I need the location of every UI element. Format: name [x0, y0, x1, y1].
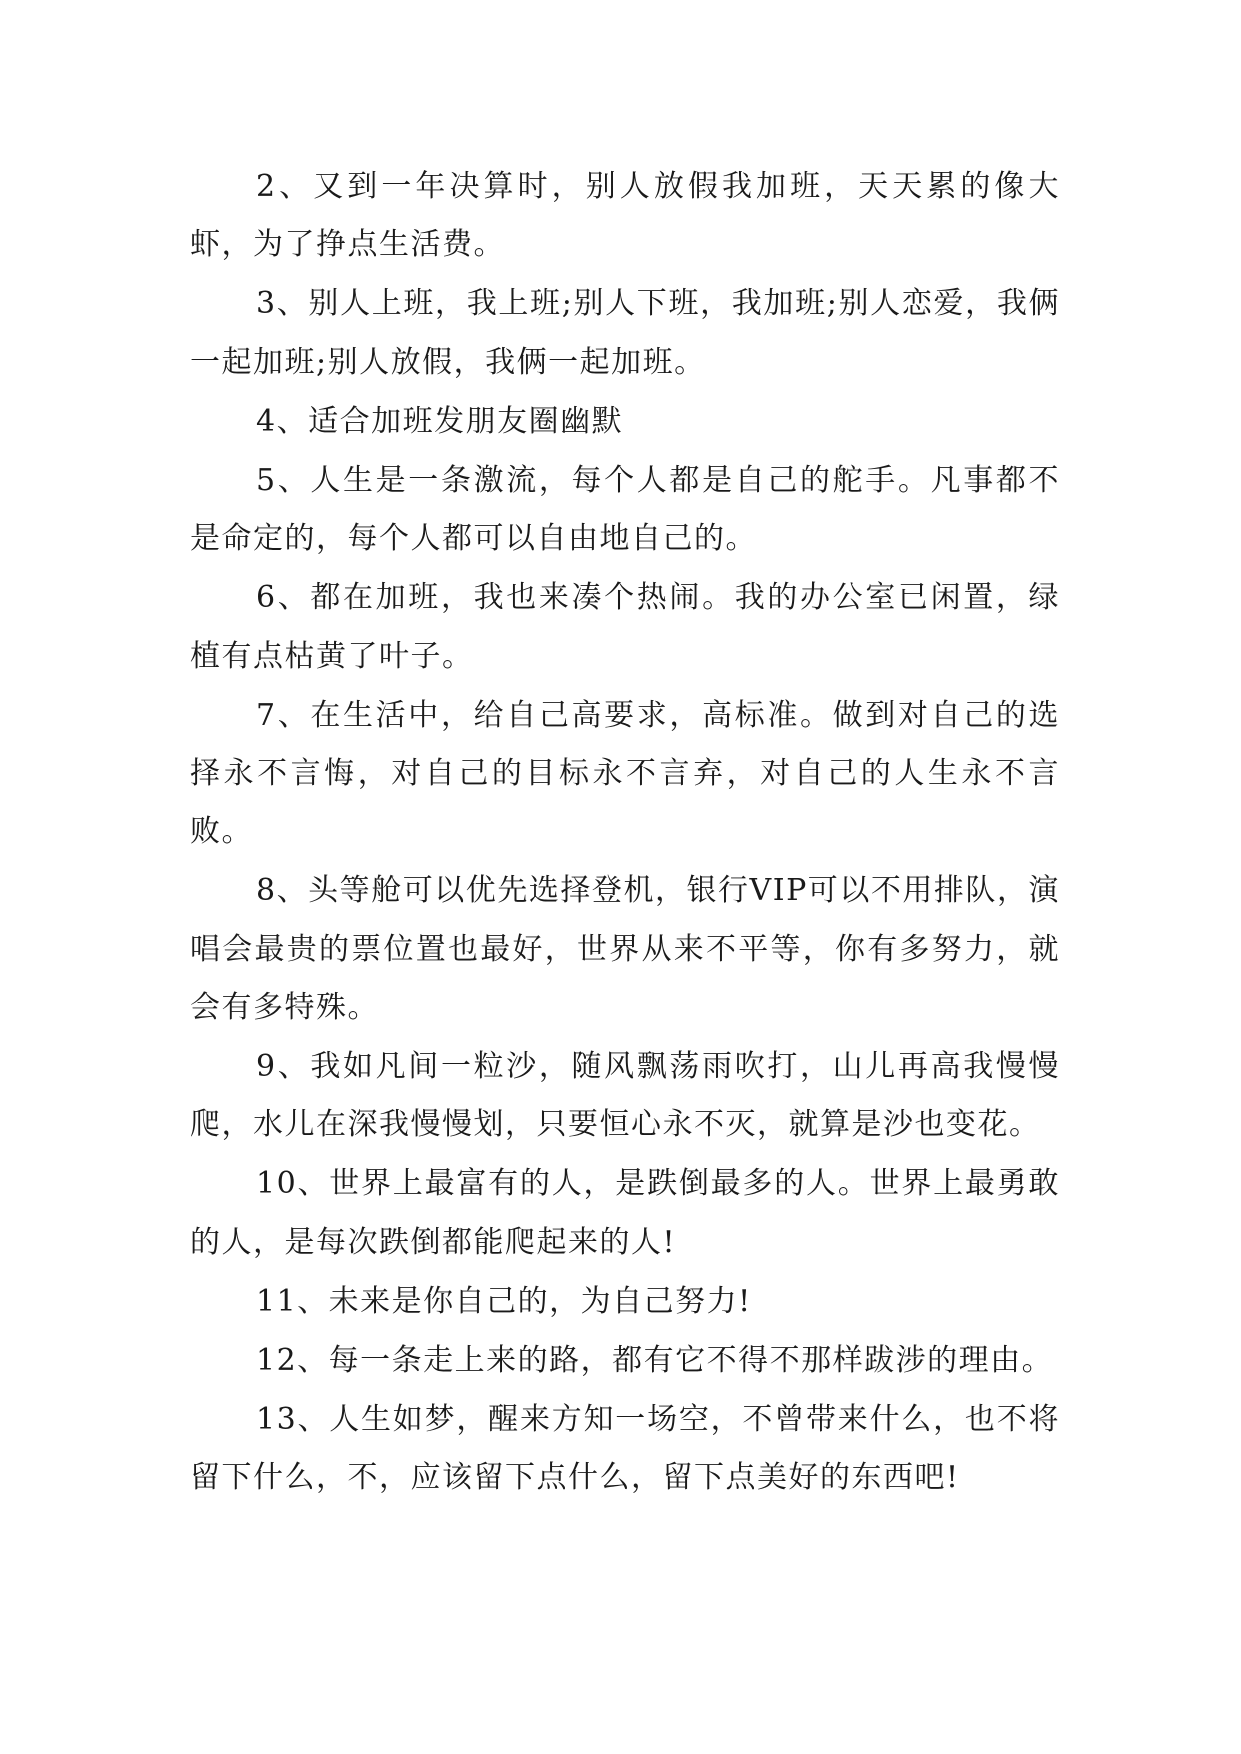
paragraph-4: 4、适合加班发朋友圈幽默 [256, 403, 624, 439]
paragraph-7: 7、在生活中，给自己高要求，高标准。做到对自己的选择永不言悔，对自己的目标永不言弃，对自己的人生永不言败。 [190, 697, 1060, 850]
paragraph-3: 3、别人上班，我上班;别人下班，我加班;别人恋爱，我俩一起加班;别人放假，我俩一起加班。 [190, 286, 1060, 380]
paragraph-8: 8、头等舱可以优先选择登机，银行VIP可以不用排队，演唱会最贵的票位置也最好，世界从来不平等，你有多努力，就会有多特殊。 [190, 873, 1060, 1025]
paragraph-6: 6、都在加班，我也来凑个热闹。我的办公室已闲置，绿植有点枯黄了叶子。 [190, 580, 1060, 674]
paragraph-11: 11、未来是你自己的，为自己努力! [256, 1283, 752, 1319]
paragraph-10: 10、世界上最富有的人，是跌倒最多的人。世界上最勇敢的人，是每次跌倒都能爬起来的人! [190, 1166, 1060, 1260]
document-body [190, 158, 1060, 1509]
paragraph-9: 9、我如凡间一粒沙，随风飘荡雨吹打，山儿再高我慢慢爬，水儿在深我慢慢划，只要恒心永不灭，就算是沙也变花。 [190, 1049, 1060, 1143]
paragraph-2: 2、又到一年决算时，别人放假我加班，天天累的像大虾，为了挣点生活费。 [190, 169, 1060, 263]
paragraph-5: 5、人生是一条激流，每个人都是自己的舵手。凡事都不是命定的，每个人都可以自由地自己的。 [190, 463, 1060, 557]
paragraph-13: 13、人生如梦，醒来方知一场空，不曾带来什么，也不将留下什么，不，应该留下点什么，留下点美好的东西吧! [190, 1402, 1060, 1496]
paragraph-12: 12、每一条走上来的路，都有它不得不那样跋涉的理由。 [256, 1343, 1054, 1379]
